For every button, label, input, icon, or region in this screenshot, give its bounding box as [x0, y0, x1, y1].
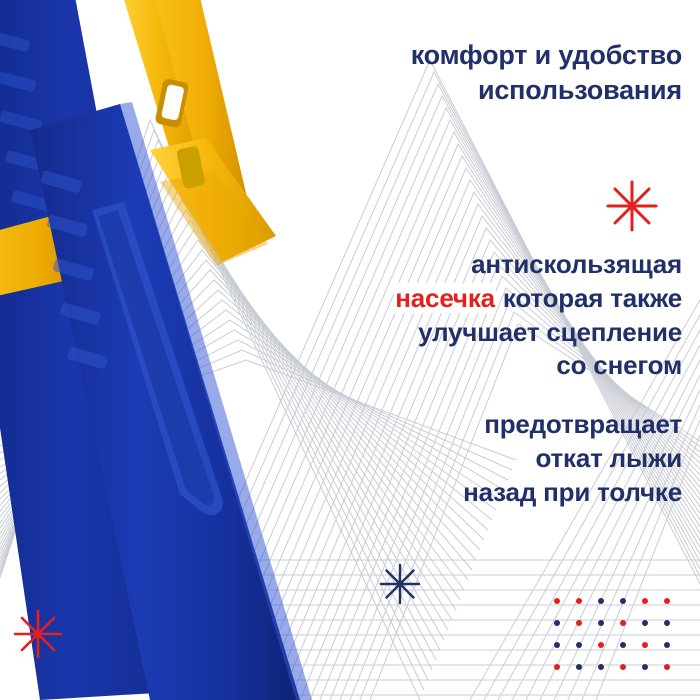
grid-dot	[664, 620, 670, 626]
grip-line-3: улучшает сцепление	[418, 316, 682, 347]
grid-dot	[576, 620, 582, 626]
star-dark-bottom-icon	[378, 562, 422, 606]
headline-line-2: использования	[477, 74, 682, 105]
headline-line-1: комфорт и удобство	[410, 40, 682, 70]
grid-dot	[554, 620, 560, 626]
grid-dot	[598, 620, 604, 626]
grid-dot	[554, 642, 560, 648]
grid-dot	[620, 598, 626, 604]
grip-line-4: со снегом	[556, 350, 682, 381]
grid-dot	[620, 642, 626, 648]
grid-dot	[554, 664, 560, 670]
star-red-top-icon	[604, 178, 660, 234]
highlight-word: насечка	[395, 282, 495, 313]
grid-dot	[576, 598, 582, 604]
grip-line-2-rest: которая также	[495, 282, 682, 313]
grid-dot	[642, 642, 648, 648]
grid-dot	[576, 664, 582, 670]
grid-dot	[664, 664, 670, 670]
antislip-line-1: предотвращает	[484, 409, 682, 439]
feature-block-grip	[282, 248, 682, 383]
grid-dot	[642, 620, 648, 626]
grid-dot	[598, 664, 604, 670]
antislip-line-3: назад при толчке	[463, 476, 682, 507]
grid-dot	[576, 642, 582, 648]
feature-block-antislip	[282, 408, 682, 509]
grip-line-1: антискользящая	[471, 249, 682, 279]
grid-dot	[664, 642, 670, 648]
headline-block	[282, 38, 682, 107]
antislip-line-2: откат лыжи	[535, 442, 682, 473]
grid-dot	[642, 664, 648, 670]
grid-dot	[620, 620, 626, 626]
grid-dot	[642, 598, 648, 604]
grid-dot	[554, 598, 560, 604]
star-red-bottom-left-icon	[12, 608, 64, 660]
dot-grid-decoration	[546, 590, 678, 678]
grid-dot	[664, 598, 670, 604]
grip-line-2	[282, 282, 682, 316]
grid-dot	[598, 598, 604, 604]
grid-dot	[598, 642, 604, 648]
grid-dot	[620, 664, 626, 670]
